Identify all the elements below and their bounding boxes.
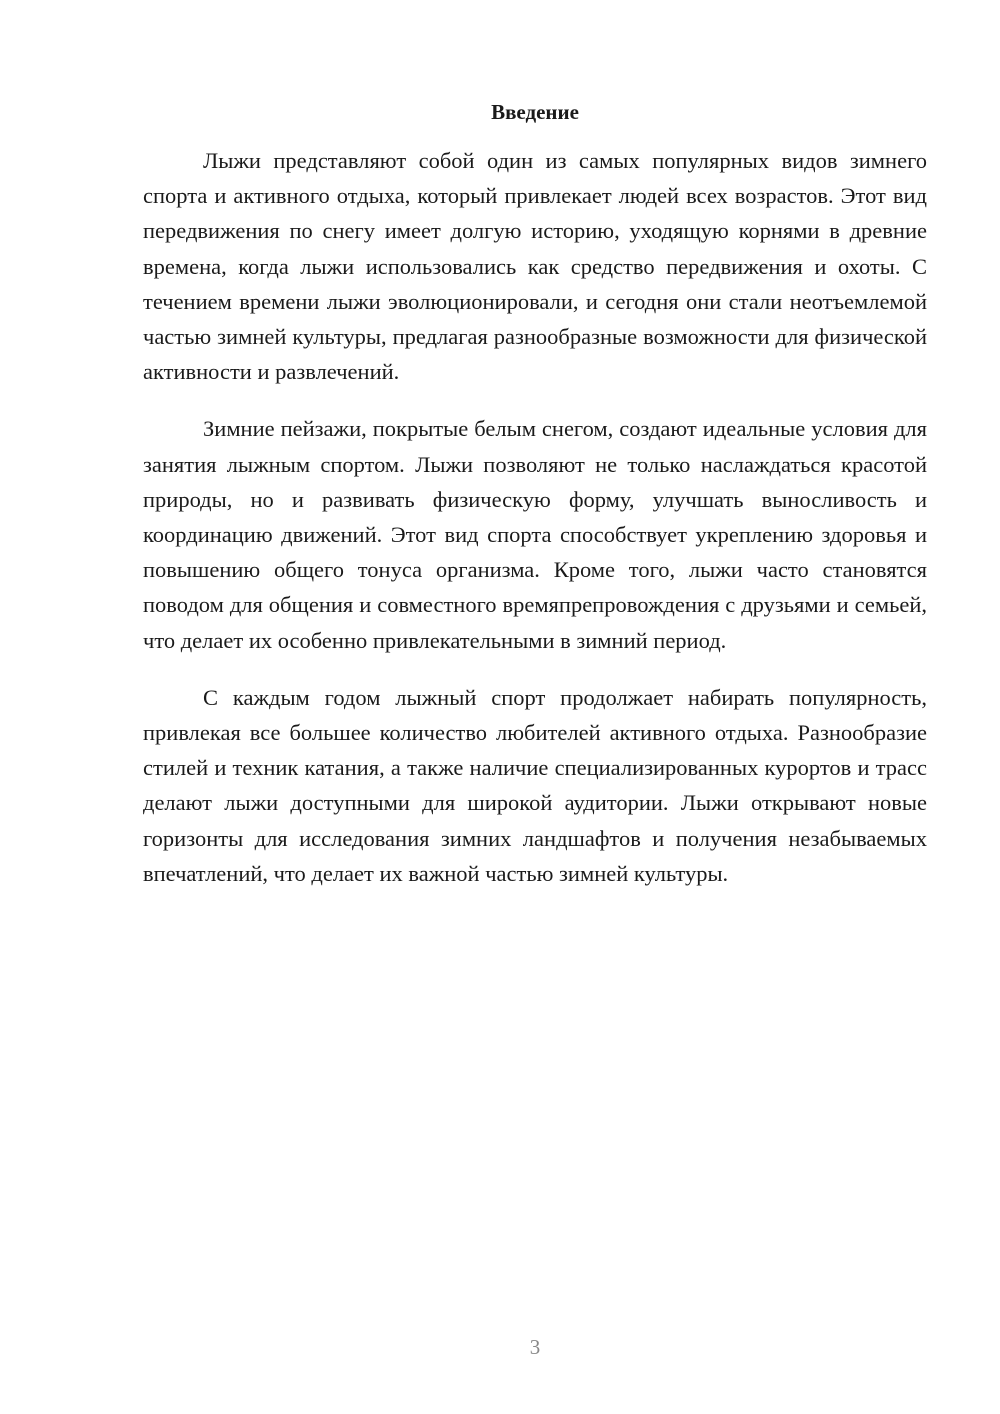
page-number: 3: [529, 1335, 541, 1359]
body-text: [143, 143, 927, 913]
page-heading: Введение: [491, 100, 579, 124]
paragraph-2: Зимние пейзажи, покрытые белым снегом, создают идеальные условия для занятия лыжным спортом. Лыжи позволяют не только наслаждаться красотой природы, но и развивать физическую форму, улучшать выносливость и координацию движений. Этот вид спорта способствует укреплению здоровья и повышению общего тонуса организма. Кроме того, лыжи часто становятся поводом для общения и совместного времяпрепровождения с друзьями и семьей, что делает их особенно привлекательными в зимний период.: [143, 416, 927, 653]
paragraph-1: Лыжи представляют собой один из самых популярных видов зимнего спорта и активного отдыха, который привлекает людей всех возрастов. Этот вид передвижения по снегу имеет долгую историю, уходящую корнями в древние времена, когда лыжи использовались как средство передвижения и охоты. С течением времени лыжи эволюционировали, и сегодня они стали неотъемлемой частью зимней культуры, предлагая разнообразные возможности для физической активности и развлечений.: [143, 148, 927, 385]
paragraph-3: С каждым годом лыжный спорт продолжает набирать популярность, привлекая все большее количество любителей активного отдыха. Разнообразие стилей и техник катания, а также наличие специализированных курортов и трасс делают лыжи доступными для широкой аудитории. Лыжи открывают новые горизонты для исследования зимних ландшафтов и получения незабываемых впечатлений, что делает их важной частью зимней культуры.: [143, 684, 927, 886]
